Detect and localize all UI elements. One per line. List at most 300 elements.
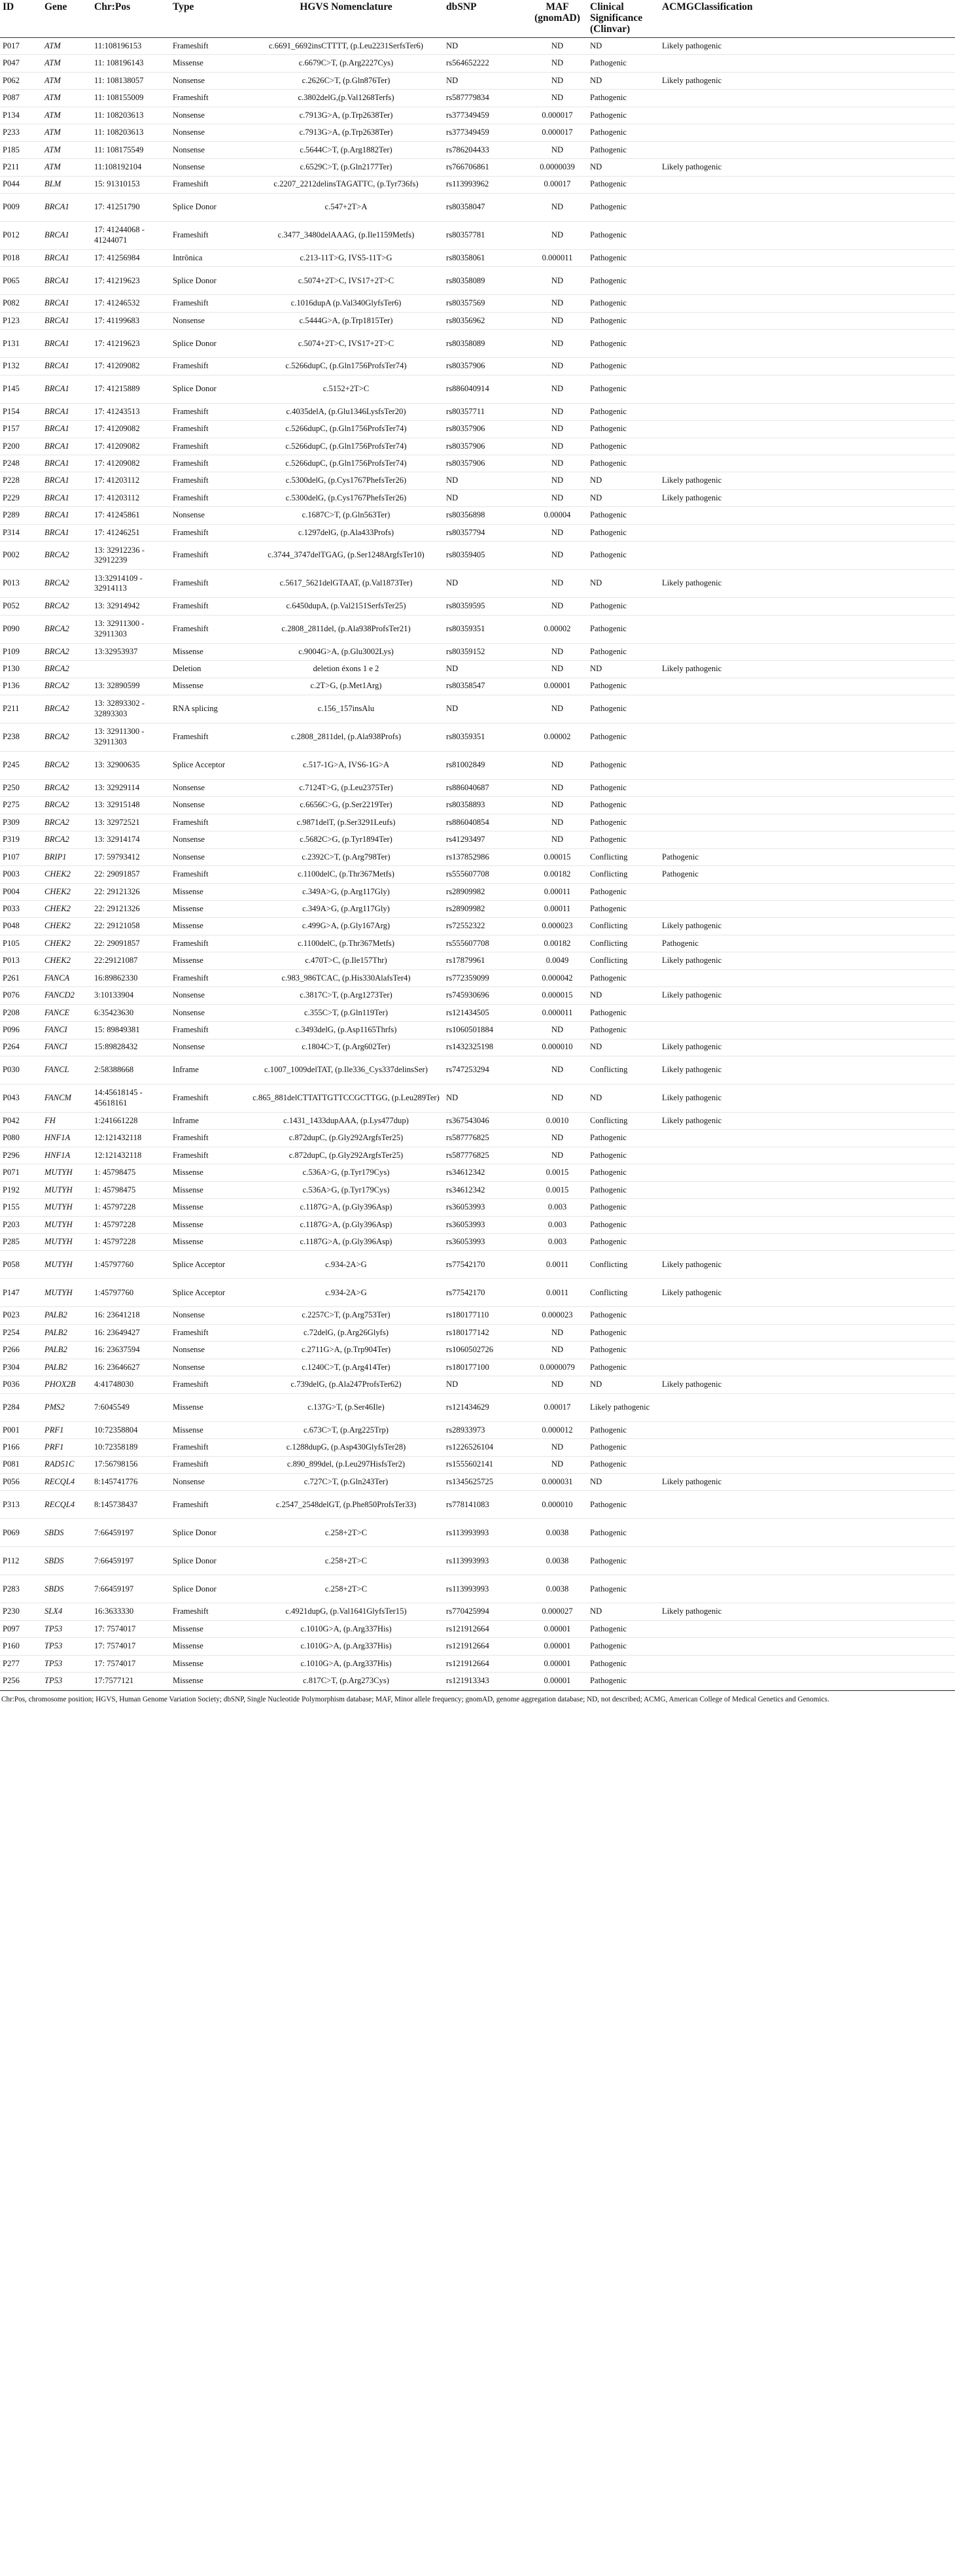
- cell-id: P285: [0, 1234, 42, 1251]
- cell-acmg: [659, 1004, 955, 1021]
- cell-type: Missense: [170, 1638, 249, 1655]
- table-row: [0, 643, 955, 660]
- cell-type: Nonsense: [170, 312, 249, 329]
- cell-dbsnp: rs180177100: [443, 1359, 527, 1376]
- cell-acmg: [659, 678, 955, 695]
- cell-hgvs: c.739delG, (p.Ala247ProfsTer62): [249, 1376, 443, 1393]
- table-row: [0, 295, 955, 312]
- cell-hgvs: c.547+2T>A: [249, 193, 443, 221]
- cell-dbsnp: rs113993993: [443, 1575, 527, 1603]
- cell-gene: SLX4: [42, 1603, 92, 1620]
- cell-acmg: [659, 403, 955, 420]
- cell-clinvar: Pathogenic: [587, 330, 659, 358]
- cell-hgvs: c.4921dupG, (p.Val1641GlyfsTer15): [249, 1603, 443, 1620]
- table-row: [0, 1456, 955, 1473]
- cell-type: Splice Donor: [170, 330, 249, 358]
- cell-acmg: [659, 1638, 955, 1655]
- cell-acmg: [659, 643, 955, 660]
- cell-chrpos: 11:108192104: [92, 159, 170, 176]
- table-row: [0, 866, 955, 883]
- cell-chrpos: 13: 32900635: [92, 751, 170, 779]
- cell-maf: ND: [527, 455, 587, 472]
- cell-type: Frameshift: [170, 866, 249, 883]
- cell-clinvar: Pathogenic: [587, 55, 659, 72]
- cell-hgvs: c.536A>G, (p.Tyr179Cys): [249, 1164, 443, 1181]
- cell-id: P090: [0, 615, 42, 643]
- cell-dbsnp: rs180177110: [443, 1307, 527, 1324]
- cell-gene: TP53: [42, 1638, 92, 1655]
- cell-maf: 0.000042: [527, 969, 587, 986]
- cell-id: P131: [0, 330, 42, 358]
- cell-clinvar: Pathogenic: [587, 695, 659, 723]
- cell-hgvs: c.6656C>G, (p.Ser2219Ter): [249, 797, 443, 814]
- table-row: [0, 267, 955, 295]
- cell-acmg: [659, 1456, 955, 1473]
- cell-acmg: [659, 542, 955, 570]
- cell-hgvs: c.499G>A, (p.Gly167Arg): [249, 918, 443, 935]
- cell-id: P284: [0, 1393, 42, 1421]
- cell-hgvs: c.6450dupA, (p.Val2151SerfsTer25): [249, 598, 443, 615]
- cell-dbsnp: rs770425994: [443, 1603, 527, 1620]
- cell-clinvar: Pathogenic: [587, 1359, 659, 1376]
- cell-id: P012: [0, 221, 42, 249]
- table-row: [0, 779, 955, 796]
- cell-maf: ND: [527, 295, 587, 312]
- cell-dbsnp: rs121912664: [443, 1620, 527, 1637]
- cell-type: Missense: [170, 1393, 249, 1421]
- cell-dbsnp: rs81002849: [443, 751, 527, 779]
- cell-clinvar: ND: [587, 38, 659, 55]
- cell-id: P013: [0, 952, 42, 969]
- cell-chrpos: 1: 45798475: [92, 1164, 170, 1181]
- table-header-row: [0, 0, 955, 38]
- table-row: [0, 124, 955, 141]
- cell-acmg: Likely pathogenic: [659, 472, 955, 489]
- cell-chrpos: 7:66459197: [92, 1547, 170, 1575]
- cell-clinvar: Pathogenic: [587, 1164, 659, 1181]
- cell-type: RNA splicing: [170, 695, 249, 723]
- table-row: [0, 1039, 955, 1056]
- table-row: [0, 1022, 955, 1039]
- cell-gene: CHEK2: [42, 935, 92, 952]
- cell-hgvs: c.137G>T, (p.Ser46Ile): [249, 1393, 443, 1421]
- cell-clinvar: Pathogenic: [587, 1491, 659, 1519]
- cell-hgvs: c.355C>T, (p.Gln119Ter): [249, 1004, 443, 1021]
- cell-gene: TP53: [42, 1673, 92, 1690]
- cell-maf: 0.00001: [527, 1673, 587, 1690]
- cell-acmg: [659, 883, 955, 900]
- cell-acmg: Likely pathogenic: [659, 1473, 955, 1490]
- cell-gene: BRCA1: [42, 193, 92, 221]
- cell-gene: ATM: [42, 90, 92, 107]
- cell-clinvar: Pathogenic: [587, 221, 659, 249]
- cell-id: P266: [0, 1342, 42, 1359]
- cell-type: Missense: [170, 901, 249, 918]
- cell-chrpos: 11: 108196143: [92, 55, 170, 72]
- cell-acmg: [659, 1234, 955, 1251]
- cell-maf: 0.00011: [527, 883, 587, 900]
- cell-chrpos: 17: 41219623: [92, 267, 170, 295]
- cell-gene: BLM: [42, 176, 92, 193]
- cell-dbsnp: rs886040914: [443, 375, 527, 403]
- cell-id: P058: [0, 1251, 42, 1279]
- table-row: [0, 193, 955, 221]
- cell-type: Frameshift: [170, 935, 249, 952]
- cell-chrpos: 17: 41251790: [92, 193, 170, 221]
- cell-gene: BRCA2: [42, 542, 92, 570]
- cell-acmg: [659, 375, 955, 403]
- cell-id: P289: [0, 507, 42, 524]
- cell-hgvs: c.934-2A>G: [249, 1279, 443, 1307]
- cell-chrpos: 17: 41203112: [92, 489, 170, 506]
- cell-maf: 0.003: [527, 1234, 587, 1251]
- cell-type: Frameshift: [170, 421, 249, 438]
- cell-id: P048: [0, 918, 42, 935]
- cell-id: P033: [0, 901, 42, 918]
- cell-clinvar: Pathogenic: [587, 1181, 659, 1198]
- table-row: [0, 107, 955, 124]
- cell-dbsnp: rs17879961: [443, 952, 527, 969]
- cell-chrpos: 12:121432118: [92, 1130, 170, 1147]
- table-row: [0, 524, 955, 541]
- table-row: [0, 1112, 955, 1129]
- cell-id: P296: [0, 1147, 42, 1164]
- table-row: [0, 221, 955, 249]
- cell-gene: FANCA: [42, 969, 92, 986]
- cell-acmg: Likely pathogenic: [659, 489, 955, 506]
- cell-type: Splice Donor: [170, 1575, 249, 1603]
- cell-maf: 0.00011: [527, 901, 587, 918]
- header-gene: Gene: [42, 0, 92, 38]
- cell-id: P069: [0, 1519, 42, 1547]
- cell-gene: MUTYH: [42, 1251, 92, 1279]
- cell-chrpos: 8:145741776: [92, 1473, 170, 1490]
- cell-hgvs: c.3477_3480delAAAG, (p.Ile1159Metfs): [249, 221, 443, 249]
- table-row: [0, 312, 955, 329]
- cell-type: Inframe: [170, 1056, 249, 1084]
- cell-maf: 0.0049: [527, 952, 587, 969]
- cell-chrpos: 17: 41246532: [92, 295, 170, 312]
- cell-chrpos: 14:45618145 - 45618161: [92, 1084, 170, 1112]
- cell-type: Frameshift: [170, 489, 249, 506]
- cell-type: Splice Donor: [170, 193, 249, 221]
- cell-chrpos: 15: 91310153: [92, 176, 170, 193]
- cell-chrpos: 17: 41203112: [92, 472, 170, 489]
- header-chrpos: Chr:Pos: [92, 0, 170, 38]
- table-row: [0, 1638, 955, 1655]
- cell-id: P036: [0, 1376, 42, 1393]
- cell-type: Frameshift: [170, 438, 249, 455]
- cell-clinvar: ND: [587, 159, 659, 176]
- cell-gene: MUTYH: [42, 1234, 92, 1251]
- cell-dbsnp: rs34612342: [443, 1164, 527, 1181]
- cell-hgvs: c.5074+2T>C, IVS17+2T>C: [249, 330, 443, 358]
- cell-hgvs: c.5266dupC, (p.Gln1756ProfsTer74): [249, 438, 443, 455]
- cell-gene: PRF1: [42, 1421, 92, 1438]
- cell-id: P211: [0, 695, 42, 723]
- cell-gene: BRCA1: [42, 267, 92, 295]
- cell-maf: 0.0015: [527, 1181, 587, 1198]
- cell-id: P185: [0, 141, 42, 158]
- cell-maf: ND: [527, 330, 587, 358]
- cell-dbsnp: rs1555602141: [443, 1456, 527, 1473]
- table-row: [0, 1473, 955, 1490]
- cell-id: P264: [0, 1039, 42, 1056]
- cell-clinvar: Conflicting: [587, 1251, 659, 1279]
- header-dbsnp: dbSNP: [443, 0, 527, 38]
- cell-type: Frameshift: [170, 969, 249, 986]
- cell-clinvar: Pathogenic: [587, 723, 659, 751]
- cell-chrpos: 13:32914109 - 32914113: [92, 570, 170, 598]
- cell-gene: BRCA2: [42, 598, 92, 615]
- cell-dbsnp: rs377349459: [443, 107, 527, 124]
- cell-clinvar: Pathogenic: [587, 1004, 659, 1021]
- cell-id: P230: [0, 1603, 42, 1620]
- table-row: [0, 1164, 955, 1181]
- cell-chrpos: 1:241661228: [92, 1112, 170, 1129]
- cell-acmg: Likely pathogenic: [659, 1603, 955, 1620]
- cell-dbsnp: rs28933973: [443, 1421, 527, 1438]
- cell-dbsnp: rs745930696: [443, 987, 527, 1004]
- cell-hgvs: c.3744_3747delTGAG, (p.Ser1248ArgfsTer10): [249, 542, 443, 570]
- cell-gene: ATM: [42, 141, 92, 158]
- table-row: [0, 1491, 955, 1519]
- table-row: [0, 831, 955, 848]
- table-row: [0, 1421, 955, 1438]
- cell-acmg: [659, 193, 955, 221]
- cell-gene: BRCA1: [42, 221, 92, 249]
- table-row: [0, 1620, 955, 1637]
- cell-acmg: [659, 1022, 955, 1039]
- cell-gene: BRCA1: [42, 438, 92, 455]
- cell-maf: 0.00182: [527, 866, 587, 883]
- cell-type: Frameshift: [170, 542, 249, 570]
- cell-maf: 0.0011: [527, 1251, 587, 1279]
- cell-clinvar: Pathogenic: [587, 141, 659, 158]
- cell-id: P136: [0, 678, 42, 695]
- cell-id: P023: [0, 1307, 42, 1324]
- cell-clinvar: ND: [587, 472, 659, 489]
- cell-acmg: [659, 438, 955, 455]
- cell-maf: 0.003: [527, 1199, 587, 1216]
- cell-chrpos: 1: 45797228: [92, 1199, 170, 1216]
- cell-id: P192: [0, 1181, 42, 1198]
- cell-gene: BRCA1: [42, 375, 92, 403]
- cell-gene: FANCM: [42, 1084, 92, 1112]
- cell-id: P160: [0, 1638, 42, 1655]
- cell-dbsnp: rs41293497: [443, 831, 527, 848]
- cell-gene: BRCA2: [42, 678, 92, 695]
- cell-acmg: [659, 1342, 955, 1359]
- table-row: [0, 1084, 955, 1112]
- cell-dbsnp: rs80356962: [443, 312, 527, 329]
- cell-type: Deletion: [170, 661, 249, 678]
- cell-clinvar: Pathogenic: [587, 1342, 659, 1359]
- cell-chrpos: 6:35423630: [92, 1004, 170, 1021]
- cell-type: Splice Acceptor: [170, 1279, 249, 1307]
- cell-gene: CHEK2: [42, 918, 92, 935]
- cell-id: P200: [0, 438, 42, 455]
- cell-type: Splice Acceptor: [170, 1251, 249, 1279]
- cell-hgvs: c.865_881delCTTATTGTTCCGCTTGG, (p.Leu289Ter): [249, 1084, 443, 1112]
- table-row: [0, 358, 955, 375]
- cell-clinvar: Pathogenic: [587, 375, 659, 403]
- cell-gene: BRCA1: [42, 489, 92, 506]
- table-row: [0, 969, 955, 986]
- cell-type: Nonsense: [170, 507, 249, 524]
- cell-hgvs: c.3802delG,(p.Val1268Terfs): [249, 90, 443, 107]
- cell-type: Missense: [170, 1421, 249, 1438]
- cell-chrpos: 1: 45798475: [92, 1181, 170, 1198]
- cell-dbsnp: rs747253294: [443, 1056, 527, 1084]
- cell-maf: ND: [527, 814, 587, 831]
- table-row: [0, 695, 955, 723]
- cell-hgvs: c.2207_2212delinsTAGATTC, (p.Tyr736fs): [249, 176, 443, 193]
- cell-chrpos: 3:10133904: [92, 987, 170, 1004]
- cell-acmg: Likely pathogenic: [659, 38, 955, 55]
- cell-clinvar: Pathogenic: [587, 1022, 659, 1039]
- cell-hgvs: c.1010G>A, (p.Arg337His): [249, 1638, 443, 1655]
- cell-dbsnp: rs180177142: [443, 1324, 527, 1341]
- cell-acmg: [659, 267, 955, 295]
- cell-id: P082: [0, 295, 42, 312]
- cell-id: P134: [0, 107, 42, 124]
- cell-dbsnp: rs28909982: [443, 901, 527, 918]
- table-row: [0, 1655, 955, 1672]
- cell-hgvs: c.7913G>A, (p.Trp2638Ter): [249, 107, 443, 124]
- cell-clinvar: Pathogenic: [587, 901, 659, 918]
- cell-chrpos: 10:72358804: [92, 1421, 170, 1438]
- cell-chrpos: 11: 108175549: [92, 141, 170, 158]
- cell-dbsnp: rs36053993: [443, 1199, 527, 1216]
- cell-id: P248: [0, 455, 42, 472]
- cell-acmg: [659, 507, 955, 524]
- cell-chrpos: 13: 32929114: [92, 779, 170, 796]
- cell-chrpos: 17: 41209082: [92, 455, 170, 472]
- cell-maf: 0.0000039: [527, 159, 587, 176]
- cell-dbsnp: rs80357781: [443, 221, 527, 249]
- cell-clinvar: Pathogenic: [587, 267, 659, 295]
- cell-acmg: [659, 524, 955, 541]
- cell-dbsnp: rs121434629: [443, 1393, 527, 1421]
- cell-acmg: [659, 1216, 955, 1233]
- table-row: [0, 55, 955, 72]
- cell-type: Frameshift: [170, 221, 249, 249]
- cell-hgvs: c.6529C>T, (p.Gln2177Ter): [249, 159, 443, 176]
- cell-type: Frameshift: [170, 1603, 249, 1620]
- cell-id: P087: [0, 90, 42, 107]
- cell-gene: RECQL4: [42, 1473, 92, 1490]
- cell-hgvs: c.5300delG, (p.Cys1767PhefsTer26): [249, 472, 443, 489]
- cell-hgvs: c.258+2T>C: [249, 1575, 443, 1603]
- cell-id: P245: [0, 751, 42, 779]
- cell-dbsnp: rs121434505: [443, 1004, 527, 1021]
- cell-gene: BRCA1: [42, 295, 92, 312]
- header-id: ID: [0, 0, 42, 38]
- table-row: [0, 1056, 955, 1084]
- cell-dbsnp: rs80358061: [443, 249, 527, 266]
- cell-hgvs: c.3817C>T, (p.Arg1273Ter): [249, 987, 443, 1004]
- cell-acmg: Likely pathogenic: [659, 1251, 955, 1279]
- cell-chrpos: 4:41748030: [92, 1376, 170, 1393]
- cell-acmg: [659, 358, 955, 375]
- cell-id: P056: [0, 1473, 42, 1490]
- cell-type: Nonsense: [170, 141, 249, 158]
- cell-dbsnp: ND: [443, 72, 527, 89]
- table-row: [0, 848, 955, 865]
- cell-id: P071: [0, 1164, 42, 1181]
- cell-id: P030: [0, 1056, 42, 1084]
- cell-maf: ND: [527, 779, 587, 796]
- cell-type: Nonsense: [170, 779, 249, 796]
- cell-dbsnp: rs80359595: [443, 598, 527, 615]
- cell-gene: BRCA1: [42, 330, 92, 358]
- cell-maf: 0.00001: [527, 678, 587, 695]
- cell-clinvar: Conflicting: [587, 1112, 659, 1129]
- table-row: [0, 1199, 955, 1216]
- cell-clinvar: Pathogenic: [587, 542, 659, 570]
- cell-clinvar: Conflicting: [587, 1279, 659, 1307]
- cell-maf: ND: [527, 1439, 587, 1456]
- cell-gene: BRCA2: [42, 831, 92, 848]
- cell-maf: ND: [527, 1056, 587, 1084]
- cell-chrpos: 17: 7574017: [92, 1655, 170, 1672]
- cell-id: P147: [0, 1279, 42, 1307]
- cell-type: Missense: [170, 643, 249, 660]
- cell-chrpos: 17: 59793412: [92, 848, 170, 865]
- cell-dbsnp: rs36053993: [443, 1234, 527, 1251]
- cell-gene: ATM: [42, 55, 92, 72]
- table-row: [0, 141, 955, 158]
- cell-acmg: [659, 723, 955, 751]
- cell-hgvs: c.1687C>T, (p.Gln563Ter): [249, 507, 443, 524]
- cell-maf: 0.000031: [527, 1473, 587, 1490]
- cell-dbsnp: rs113993962: [443, 176, 527, 193]
- cell-dbsnp: rs587776825: [443, 1147, 527, 1164]
- cell-id: P229: [0, 489, 42, 506]
- table-row: [0, 159, 955, 176]
- cell-maf: ND: [527, 221, 587, 249]
- cell-dbsnp: rs28909982: [443, 883, 527, 900]
- cell-type: Splice Donor: [170, 375, 249, 403]
- cell-maf: 0.0000079: [527, 1359, 587, 1376]
- cell-chrpos: 13: 32912236 - 32912239: [92, 542, 170, 570]
- cell-hgvs: c.9004G>A, (p.Glu3002Lys): [249, 643, 443, 660]
- cell-chrpos: 17:7577121: [92, 1673, 170, 1690]
- table-row: [0, 1181, 955, 1198]
- cell-hgvs: c.1010G>A, (p.Arg337His): [249, 1620, 443, 1637]
- cell-dbsnp: rs80359152: [443, 643, 527, 660]
- cell-acmg: [659, 831, 955, 848]
- cell-clinvar: Pathogenic: [587, 507, 659, 524]
- cell-maf: 0.000011: [527, 249, 587, 266]
- cell-acmg: Likely pathogenic: [659, 918, 955, 935]
- cell-acmg: [659, 1130, 955, 1147]
- cell-clinvar: ND: [587, 489, 659, 506]
- table-row: [0, 1603, 955, 1620]
- cell-maf: ND: [527, 1456, 587, 1473]
- cell-chrpos: 13: 32911300 - 32911303: [92, 723, 170, 751]
- cell-gene: BRCA2: [42, 779, 92, 796]
- cell-type: Nonsense: [170, 987, 249, 1004]
- cell-dbsnp: rs121913343: [443, 1673, 527, 1690]
- cell-chrpos: 11:108196153: [92, 38, 170, 55]
- cell-gene: CHEK2: [42, 866, 92, 883]
- cell-chrpos: 16: 23637594: [92, 1342, 170, 1359]
- cell-gene: ATM: [42, 124, 92, 141]
- cell-acmg: [659, 779, 955, 796]
- cell-chrpos: 17: 41246251: [92, 524, 170, 541]
